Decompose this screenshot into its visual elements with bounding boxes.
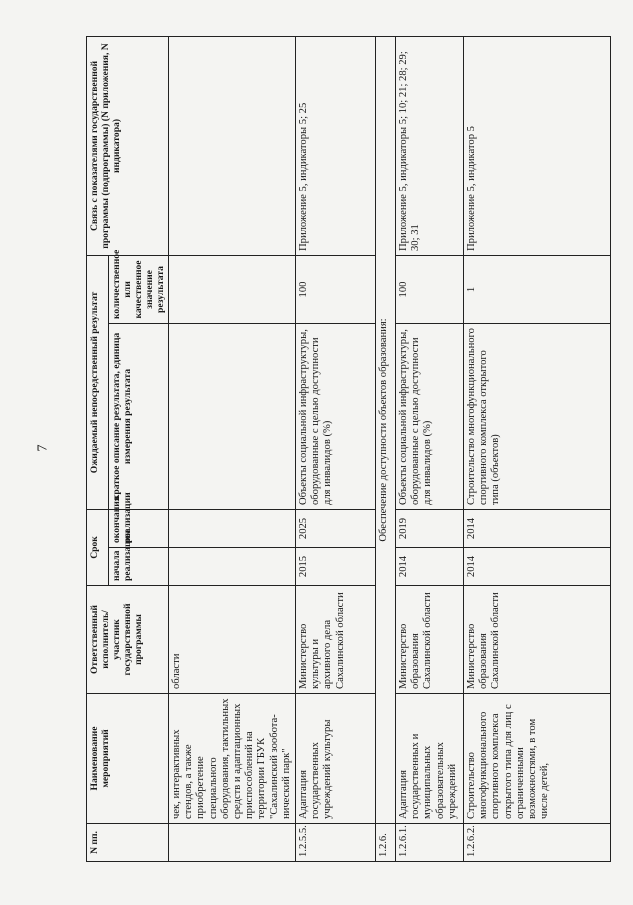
cell-value: 100 <box>396 255 464 323</box>
cell-num: 1.2.6.2. <box>464 824 611 862</box>
cell-responsible: Министерство образования Сахалинской области <box>396 586 464 694</box>
cell-brief <box>169 324 296 510</box>
header-quantity: количественное или качественное значение результата <box>109 255 169 323</box>
cell-link: Приложение 5, индикаторы 5; 25 <box>296 36 376 255</box>
cell-start: 2014 <box>464 548 611 586</box>
cell-link: Приложение 5, индикаторы 5; 10; 21; 28; 29; 30; 31 <box>396 36 464 255</box>
header-end: окончания реализации <box>109 510 169 548</box>
header-name: Наименование мероприятий <box>87 694 169 824</box>
measures-table <box>86 36 611 862</box>
cell-responsible: Министерство культуры и архивного дела Сахалинской области <box>296 586 376 694</box>
cell-name: чек, интерактивных стендов, а также приобретение специального оборудования, тактильных средств и адаптационных приспособлений на территории ГБУК "Сахалинский зооботанический парк" <box>169 694 296 824</box>
cell-brief: Объекты социальной инфраструктуры, оборудованные с целью доступности для инвалидов (%) <box>396 324 464 510</box>
cell-end: 2019 <box>396 510 464 548</box>
cell-value: 100 <box>296 255 376 323</box>
table-row <box>464 36 611 861</box>
header-responsible: Ответственный исполнитель/участник государственной программы <box>87 586 169 694</box>
header-link: Связь с показателями государственной программы (подпрограммы) (N приложения, N индикатора) <box>87 36 169 255</box>
header-num: N пп. <box>87 824 169 862</box>
cell-num: 1.2.6.1. <box>396 824 464 862</box>
table-row <box>169 36 296 861</box>
header-brief: краткое описание результата, единица измерения результата <box>109 324 169 510</box>
page-number: 7 <box>35 444 51 452</box>
cell-link: Приложение 5, индикатор 5 <box>464 36 611 255</box>
section-num: 1.2.6. <box>376 824 396 862</box>
cell-end: 2014 <box>464 510 611 548</box>
rotated-table-container <box>86 37 611 862</box>
cell-end: 2025 <box>296 510 376 548</box>
table-row <box>296 36 376 861</box>
cell-end <box>169 510 296 548</box>
cell-start: 2014 <box>396 548 464 586</box>
cell-name: Адаптация государственных учреждений культуры <box>296 694 376 824</box>
cell-start: 2015 <box>296 548 376 586</box>
cell-value <box>169 255 296 323</box>
section-row <box>376 36 396 861</box>
cell-responsible: Министерство образования Сахалинской области <box>464 586 611 694</box>
cell-name: Адаптация государственных и муниципальных образовательных учреждений <box>396 694 464 824</box>
cell-responsible: области <box>169 586 296 694</box>
cell-link <box>169 36 296 255</box>
cell-value: 1 <box>464 255 611 323</box>
section-title: Обеспечение доступности объектов образования: <box>376 36 396 823</box>
cell-brief: Объекты социальной инфраструктуры, оборудованные с целью доступности для инвалидов (%) <box>296 324 376 510</box>
table-row <box>396 36 464 861</box>
cell-name: Строительство многофункционального спортивного комплекса открытого типа для лиц с ограниченными возможностями, в том числе детей, <box>464 694 611 824</box>
header-expected: Ожидаемый непосредственный результат <box>87 255 109 509</box>
cell-start <box>169 548 296 586</box>
header-term: Срок <box>87 510 109 586</box>
header-start: начала реализации <box>109 548 169 586</box>
cell-num <box>169 824 296 862</box>
cell-brief: Строительство многофункционального спортивного комплекса открытого типа (объектов) <box>464 324 611 510</box>
cell-num: 1.2.5.5. <box>296 824 376 862</box>
